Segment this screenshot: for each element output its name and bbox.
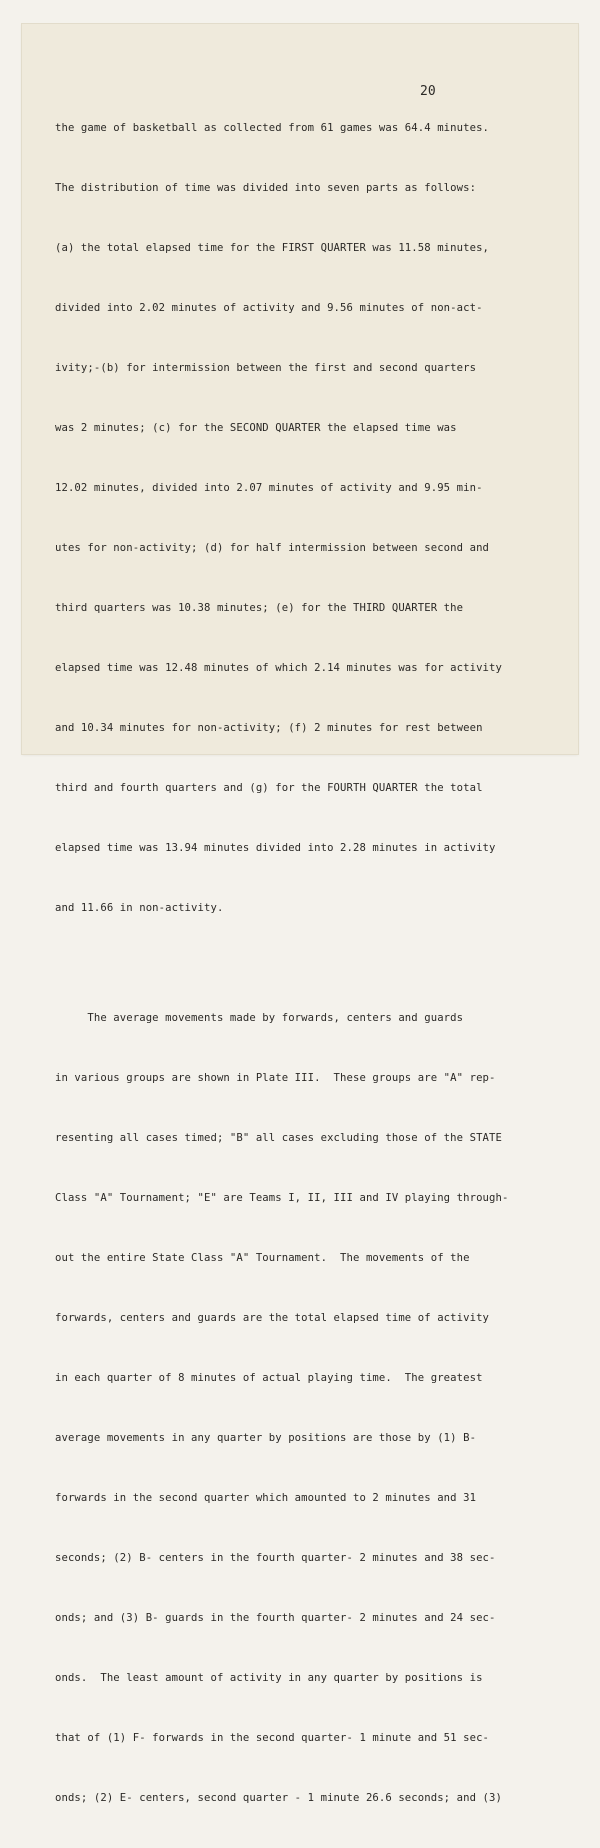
text-line: Class "A" Tournament; "E" are Teams I, II, III and IV playing through- xyxy=(55,1192,509,1204)
text-line: in each quarter of 8 minutes of actual playing time. The greatest xyxy=(55,1372,483,1384)
document-body xyxy=(55,78,555,1848)
text-line: and 10.34 minutes for non-activity; (f) 2 minutes for rest between xyxy=(55,722,483,734)
text-line: The average movements made by forwards, centers and guards xyxy=(55,1012,464,1024)
text-line: resenting all cases timed; "B" all cases excluding those of the STATE xyxy=(55,1132,502,1144)
text-line: (a) the total elapsed time for the FIRST QUARTER was 11.58 minutes, xyxy=(55,242,490,254)
text-line: onds; (2) E- centers, second quarter - 1 minute 26.6 seconds; and (3) xyxy=(55,1792,502,1804)
text-line: The distribution of time was divided into seven parts as follows: xyxy=(55,182,477,194)
text-line: third quarters was 10.38 minutes; (e) for the THIRD QUARTER the xyxy=(55,602,464,614)
text-line: elapsed time was 13.94 minutes divided into 2.28 minutes in activity xyxy=(55,842,496,854)
text-line: onds; and (3) B- guards in the fourth quarter- 2 minutes and 24 sec- xyxy=(55,1612,496,1624)
text-line: in various groups are shown in Plate III. These groups are "A" rep- xyxy=(55,1072,496,1084)
text-line: forwards in the second quarter which amounted to 2 minutes and 31 xyxy=(55,1492,477,1504)
text-line: out the entire State Class "A" Tournament. The movements of the xyxy=(55,1252,470,1264)
text-line: the game of basketball as collected from 61 games was 64.4 minutes. xyxy=(55,122,490,134)
text-line: divided into 2.02 minutes of activity and 9.56 minutes of non-act- xyxy=(55,302,483,314)
paragraph-time-distribution xyxy=(55,78,555,958)
page-number: 20 xyxy=(420,84,436,99)
text-line: 12.02 minutes, divided into 2.07 minutes of activity and 9.95 min- xyxy=(55,482,483,494)
text-line: seconds; (2) B- centers in the fourth quarter- 2 minutes and 38 sec- xyxy=(55,1552,496,1564)
text-line: utes for non-activity; (d) for half intermission between second and xyxy=(55,542,490,554)
text-line: onds. The least amount of activity in any quarter by positions is xyxy=(55,1672,483,1684)
text-line: ivity;-(b) for intermission between the first and second quarters xyxy=(55,362,477,374)
text-line: that of (1) F- forwards in the second quarter- 1 minute and 51 sec- xyxy=(55,1732,490,1744)
text-line: third and fourth quarters and (g) for the FOURTH QUARTER the total xyxy=(55,782,483,794)
text-line: average movements in any quarter by positions are those by (1) B- xyxy=(55,1432,477,1444)
paragraph-average-movements xyxy=(55,968,555,1848)
text-line: elapsed time was 12.48 minutes of which 2.14 minutes was for activity xyxy=(55,662,502,674)
text-line: forwards, centers and guards are the total elapsed time of activity xyxy=(55,1312,490,1324)
text-line: and 11.66 in non-activity. xyxy=(55,902,224,914)
text-line: was 2 minutes; (c) for the SECOND QUARTER the elapsed time was xyxy=(55,422,457,434)
